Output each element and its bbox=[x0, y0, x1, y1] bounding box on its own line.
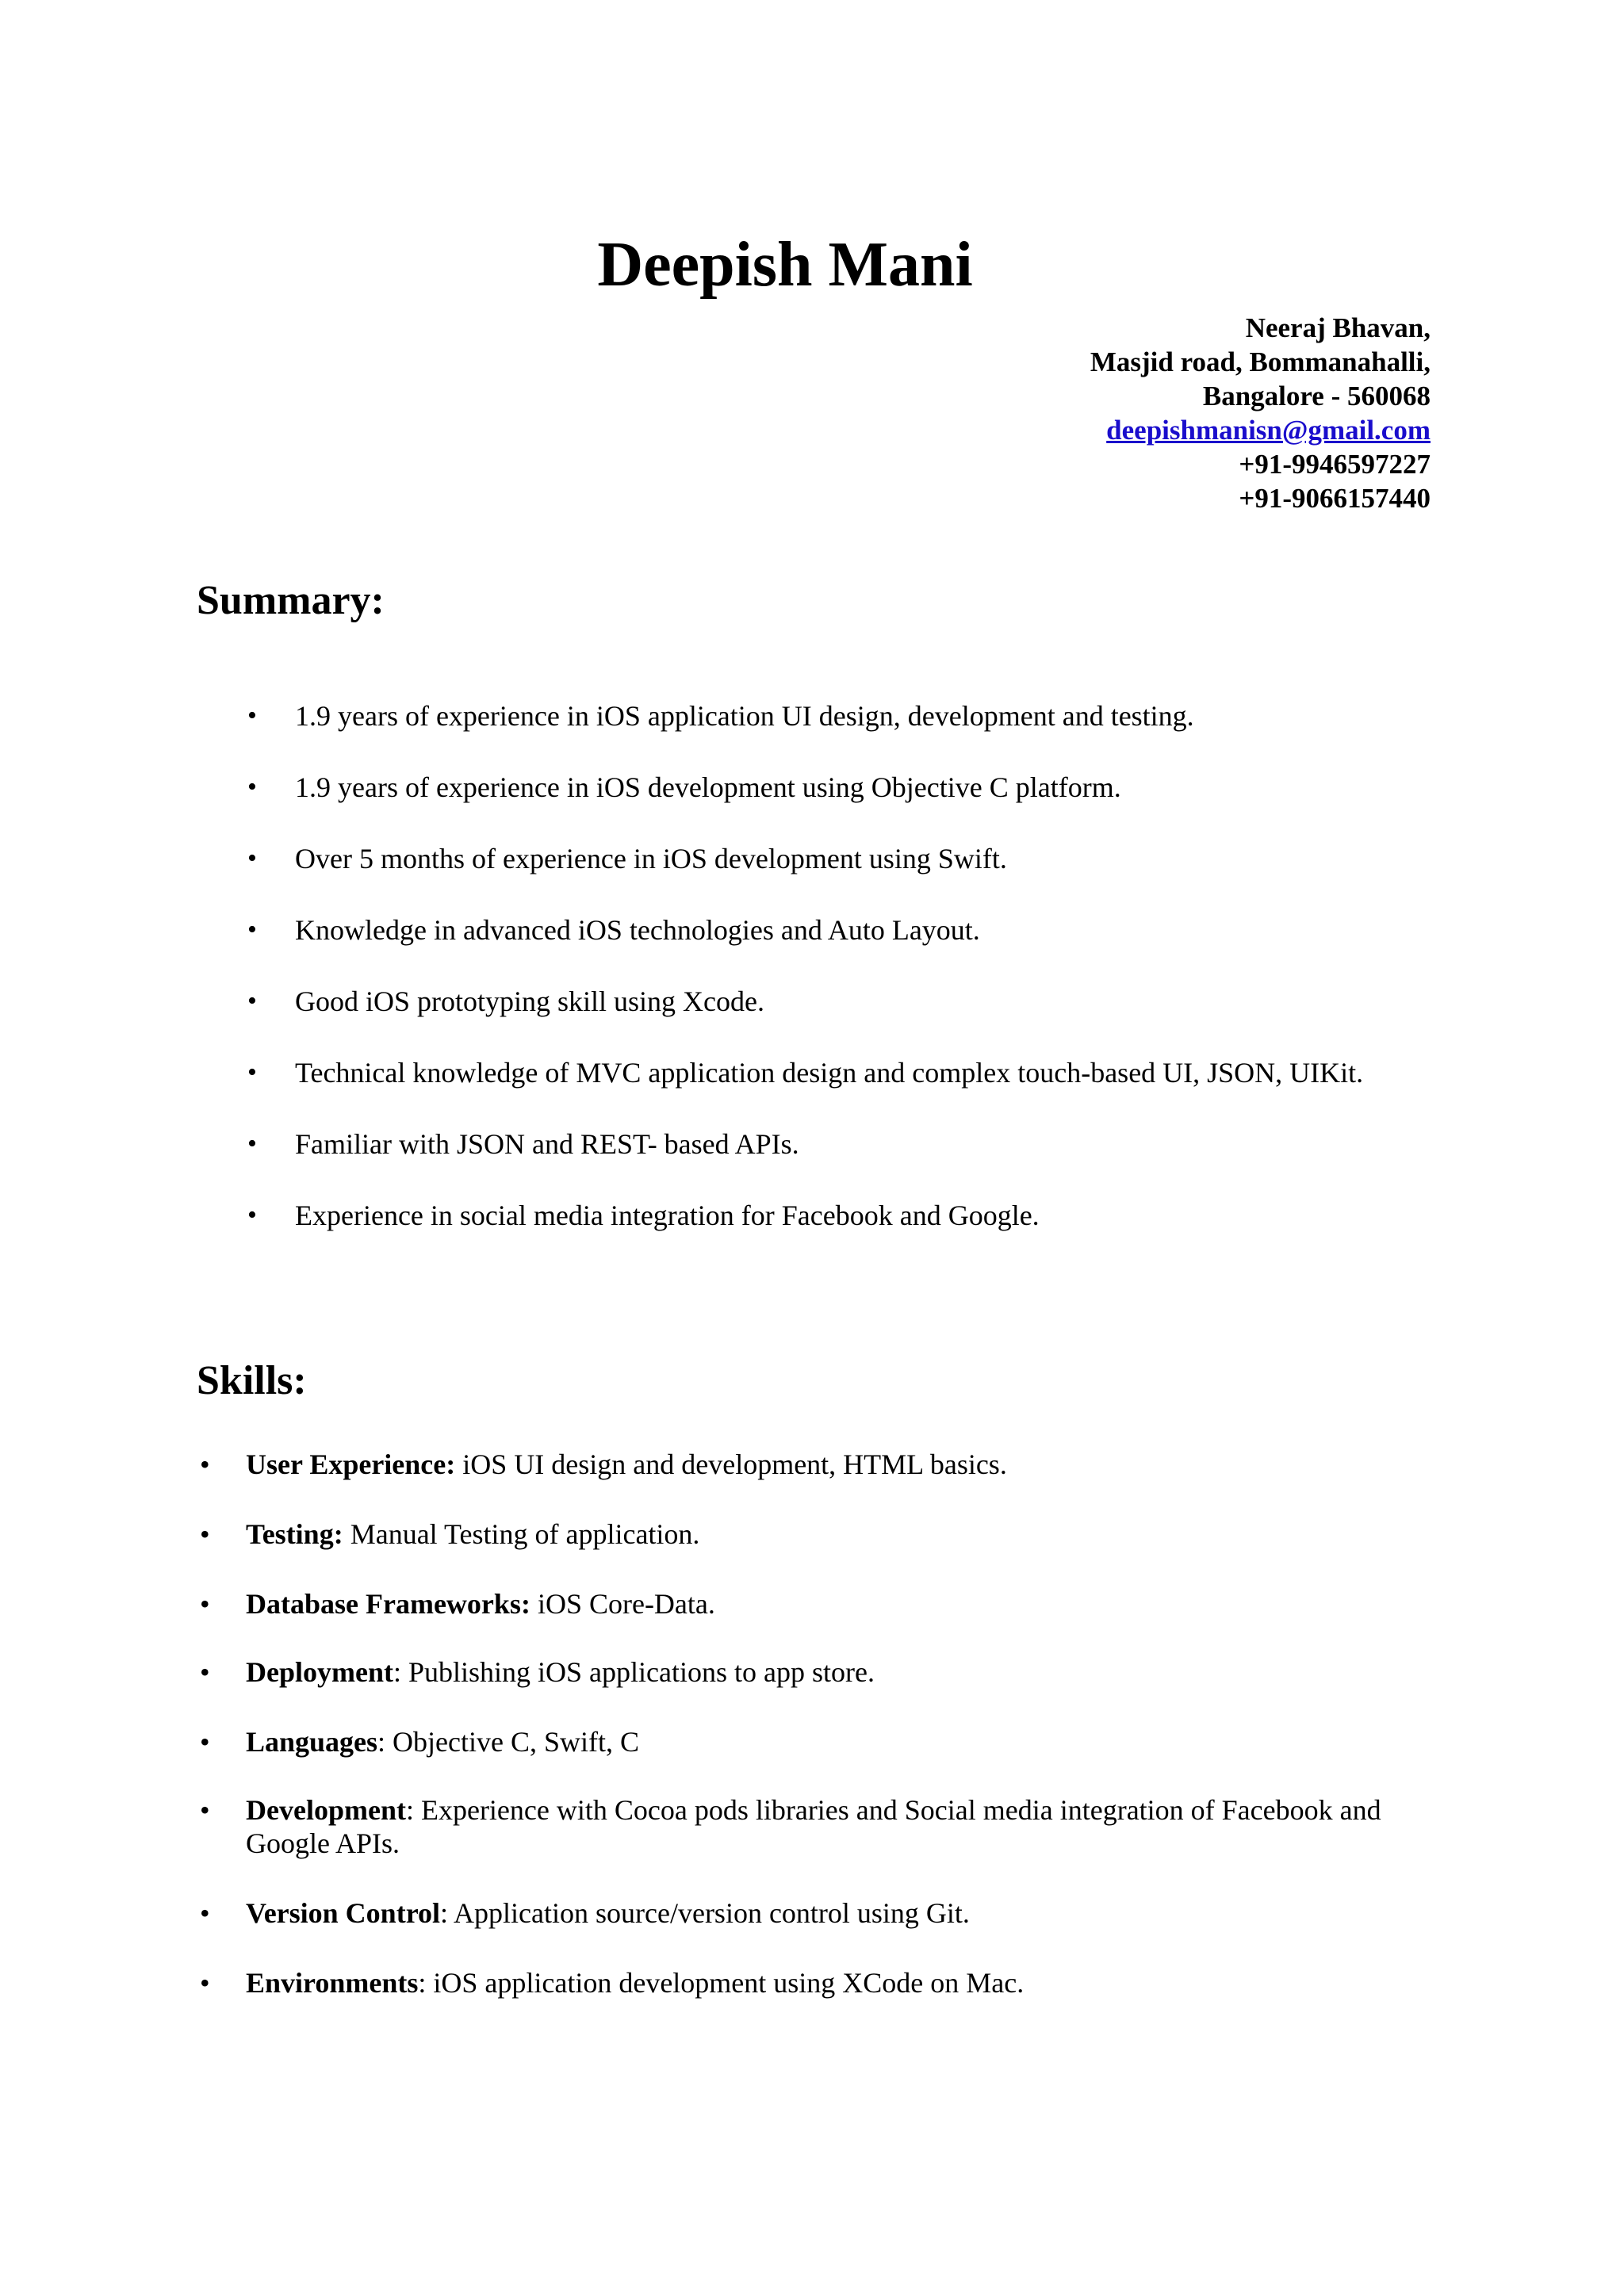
skill-text: Manual Testing of application. bbox=[343, 1518, 700, 1550]
bullet-icon: • bbox=[247, 844, 257, 873]
phone-number: +91-9946597227 bbox=[1239, 449, 1431, 480]
skill-item-body bbox=[246, 1896, 1411, 1930]
summary-item-text: Experience in social media integration for Facebook and Google. bbox=[295, 1200, 1040, 1231]
address-line: Neeraj Bhavan, bbox=[1245, 312, 1431, 343]
skill-item-body bbox=[246, 1725, 1411, 1758]
contact-block bbox=[1090, 311, 1431, 515]
bullet-icon: • bbox=[247, 772, 257, 802]
bullet-icon: • bbox=[247, 986, 257, 1016]
skill-item-body bbox=[246, 1655, 1411, 1689]
skill-text: iOS UI design and development, HTML basics. bbox=[455, 1448, 1007, 1480]
bullet-icon: • bbox=[247, 915, 257, 944]
skill-text: iOS Core-Data. bbox=[530, 1588, 715, 1620]
summary-heading: Summary: bbox=[197, 578, 385, 623]
skill-item-body bbox=[246, 1448, 1411, 1481]
skill-label: Environments bbox=[246, 1967, 419, 1999]
bullet-icon: • bbox=[247, 1058, 257, 1087]
summary-item-text: 1.9 years of experience in iOS application UI design, development and testing. bbox=[295, 700, 1194, 732]
phone-number: +91-9066157440 bbox=[1239, 483, 1431, 514]
skill-item-body bbox=[246, 1517, 1411, 1551]
address-line: Bangalore - 560068 bbox=[1202, 381, 1431, 411]
skill-text: : iOS application development using XCode on Mac. bbox=[418, 1967, 1025, 1999]
summary-item-text: 1.9 years of experience in iOS development using Objective C platform. bbox=[295, 771, 1121, 803]
summary-item-text: Good iOS prototyping skill using Xcode. bbox=[295, 985, 764, 1017]
bullet-icon: • bbox=[200, 1726, 210, 1758]
candidate-name: Deepish Mani bbox=[597, 230, 973, 300]
skill-label: Development bbox=[246, 1794, 406, 1826]
skill-label: Database Frameworks: bbox=[246, 1588, 530, 1620]
bullet-icon: • bbox=[200, 1518, 210, 1550]
skill-label: Deployment bbox=[246, 1656, 393, 1688]
bullet-icon: • bbox=[247, 1200, 257, 1230]
skill-text: : Experience with Cocoa pods libraries and Social media integration of Facebook and Google APIs. bbox=[246, 1794, 1381, 1859]
summary-item-text: Knowledge in advanced iOS technologies and Auto Layout. bbox=[295, 914, 980, 946]
bullet-icon: • bbox=[200, 1656, 210, 1688]
skill-label: Version Control bbox=[246, 1897, 441, 1929]
skill-text: : Application source/version control using Git. bbox=[440, 1897, 970, 1929]
skill-item-body bbox=[246, 1793, 1411, 1860]
bullet-icon: • bbox=[200, 1448, 210, 1480]
address-line: Masjid road, Bommanahalli, bbox=[1090, 346, 1431, 377]
summary-item-text: Familiar with JSON and REST- based APIs. bbox=[295, 1128, 799, 1160]
bullet-icon: • bbox=[200, 1794, 210, 1826]
summary-item-text: Technical knowledge of MVC application design and complex touch-based UI, JSON, UIKit. bbox=[295, 1057, 1364, 1089]
skill-text: : Publishing iOS applications to app store. bbox=[393, 1656, 875, 1688]
skill-label: Languages bbox=[246, 1726, 378, 1758]
skill-text: : Objective C, Swift, C bbox=[377, 1726, 640, 1758]
email-link[interactable]: deepishmanisn@gmail.com bbox=[1106, 415, 1431, 446]
skills-heading: Skills: bbox=[197, 1358, 307, 1403]
summary-item-text: Over 5 months of experience in iOS development using Swift. bbox=[295, 843, 1007, 874]
skill-label: User Experience: bbox=[246, 1448, 456, 1480]
skill-item-body bbox=[246, 1587, 1411, 1621]
bullet-icon: • bbox=[200, 1897, 210, 1929]
bullet-icon: • bbox=[247, 1129, 257, 1158]
skill-label: Testing: bbox=[246, 1518, 343, 1550]
bullet-icon: • bbox=[200, 1967, 210, 1999]
bullet-icon: • bbox=[247, 701, 257, 730]
bullet-icon: • bbox=[200, 1588, 210, 1620]
skill-item-body bbox=[246, 1966, 1411, 1999]
